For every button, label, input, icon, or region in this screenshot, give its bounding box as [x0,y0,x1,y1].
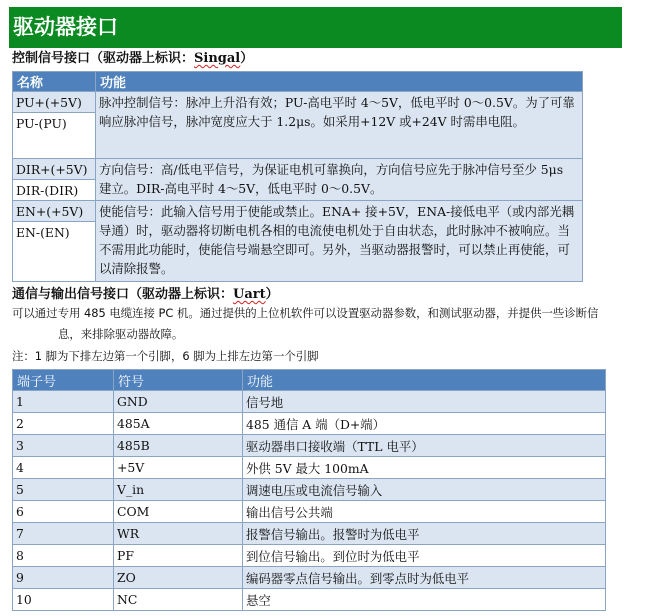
pin-number: 9 [13,567,114,589]
pin-note: 注：1 脚为下排左边第一个引脚，6 脚为上排左边第一个引脚 [12,349,319,363]
signal-name: DIR-(DIR) [13,180,96,201]
table-row [13,201,583,222]
header-pin: 端子号 [13,370,114,391]
pin-symbol: 485B [114,435,243,457]
pin-function: 调速电压或电流信号输入 [243,479,606,501]
signal-name: EN+(+5V) [13,201,96,222]
pin-number: 3 [13,435,114,457]
pin-number: 10 [13,589,114,611]
pin-number: 4 [13,457,114,479]
table-row [13,435,606,457]
pin-function: 485 通信 A 端（D+端） [243,413,606,435]
page-title: 驱动器接口 [9,7,622,48]
table-row [13,457,606,479]
pin-symbol: ZO [114,567,243,589]
pin-symbol: +5V [114,457,243,479]
pin-symbol: WR [114,523,243,545]
signal-description: 脉冲控制信号：脉冲上升沿有效；PU-高电平时 4～5V，低电平时 0～0.5V。为了可靠响应脉冲信号，脉冲宽度应大于 1.2μs。如采用+12V 或+24V 时需串电阻。 [96,92,583,159]
pin-symbol: GND [114,391,243,413]
pin-function: 输出信号公共端 [243,501,606,523]
table-row [13,479,606,501]
pin-function: 报警信号输出。报警时为低电平 [243,523,606,545]
uart-heading: 通信与输出信号接口（驱动器上标识：Uart） [12,287,279,302]
pin-symbol: NC [114,589,243,611]
table-row [13,589,606,611]
signal-name: PU-(PU) [13,113,96,159]
pin-function: 驱动器串口接收端（TTL 电平） [243,435,606,457]
header-symbol: 符号 [114,370,243,391]
uart-intro-line-1: 可以通过专用 485 电缆连接 PC 机。通过提供的上位机软件可以设置驱动器参数，和测试驱动器，并提供一些诊断信 [12,306,599,320]
table-row [13,501,606,523]
uart-table-header [13,370,606,391]
table-row [13,523,606,545]
table-row [13,92,583,113]
pin-symbol: 485A [114,413,243,435]
table-row [13,391,606,413]
pin-number: 7 [13,523,114,545]
table-row [13,567,606,589]
table-row [13,545,606,567]
uart-pin-table [12,369,606,611]
header-function: 功能 [243,370,606,391]
pin-number: 5 [13,479,114,501]
table-row [13,413,606,435]
signal-name: EN-(EN) [13,222,96,282]
pin-number: 2 [13,413,114,435]
control-signal-heading: 控制信号接口（驱动器上标识：Singal） [12,51,254,66]
signal-description: 方向信号：高/低电平信号，为保证电机可靠换向，方向信号应先于脉冲信号至少 5μs 建立。DIR-高电平时 4～5V，低电平时 0～0.5V。 [96,159,583,201]
header-name: 名称 [13,72,96,92]
signal-name: DIR+(+5V) [13,159,96,180]
pin-function: 信号地 [243,391,606,413]
uart-intro-line-2: 息，来排除驱动器故障。 [58,327,184,341]
pin-function: 到位信号输出。到位时为低电平 [243,545,606,567]
pin-symbol: PF [114,545,243,567]
pin-number: 6 [13,501,114,523]
pin-symbol: COM [114,501,243,523]
pin-function: 悬空 [243,589,606,611]
pin-function: 外供 5V 最大 100mA [243,457,606,479]
signal-name: PU+(+5V) [13,92,96,113]
table-row [13,159,583,180]
pin-function: 编码器零点信号输出。到零点时为低电平 [243,567,606,589]
pin-number: 8 [13,545,114,567]
header-function: 功能 [96,72,583,92]
pin-symbol: V_in [114,479,243,501]
control-signal-table [12,71,583,282]
signal-description: 使能信号：此输入信号用于使能或禁止。ENA+ 接+5V，ENA-接低电平（或内部光耦导通）时，驱动器将切断电机各相的电流使电机处于自由状态，此时脉冲不被响应。当不需用此功能时，使能信号端悬空即可。另外，当驱动器报警时，可以禁止再使能，可以清除报警。 [96,201,583,282]
pin-number: 1 [13,391,114,413]
control-table-header [13,72,583,92]
